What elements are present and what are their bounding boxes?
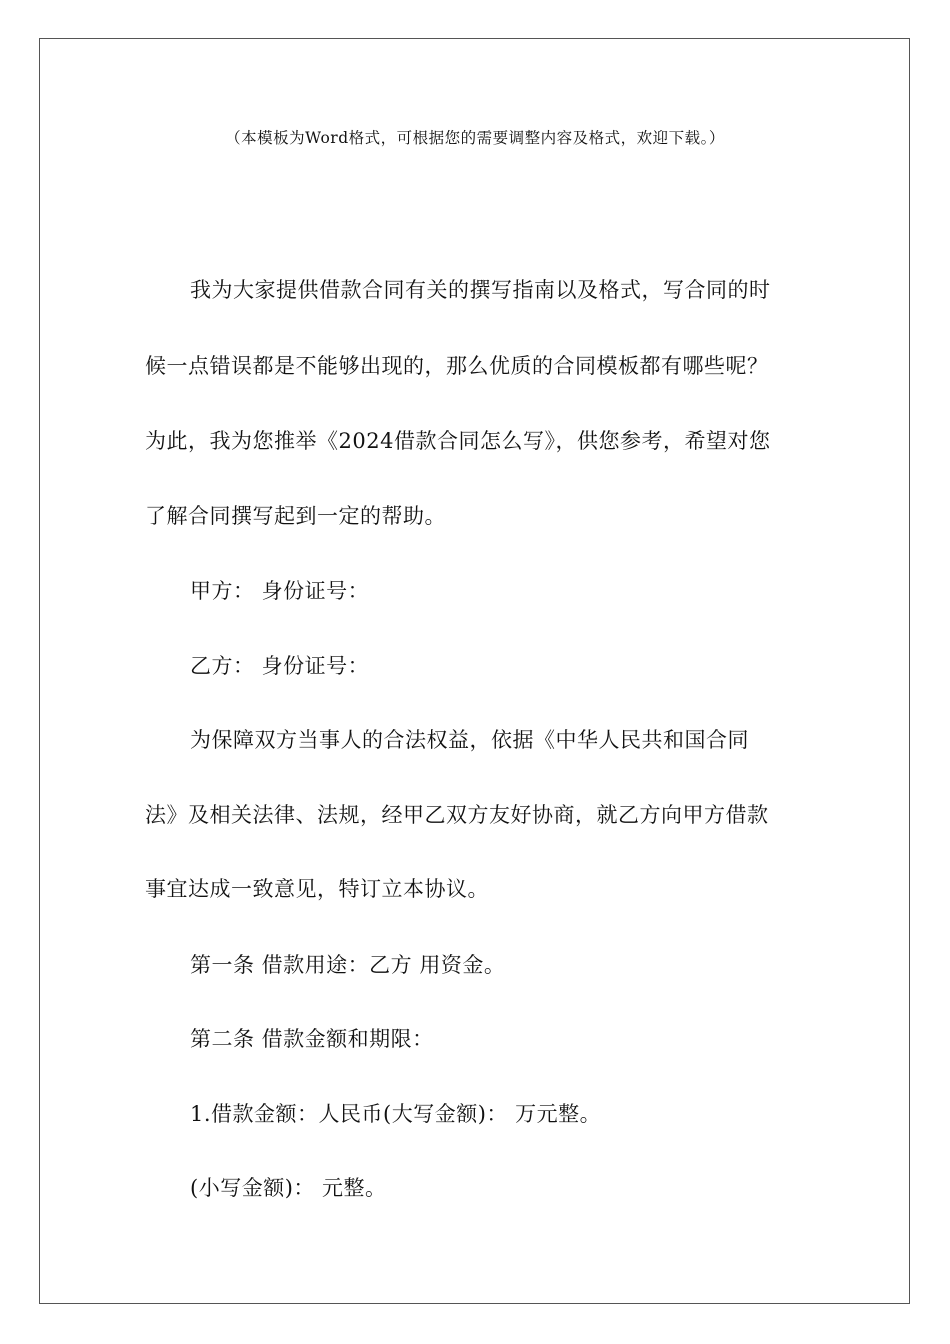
amount-upper-line: 1.借款金额：人民币(大写金额)： 万元整。 — [190, 1102, 602, 1126]
article-1: 第一条 借款用途：乙方 用资金。 — [190, 953, 506, 977]
purpose-line-3: 事宜达成一致意见，特订立本协议。 — [145, 877, 489, 901]
intro-line-2: 候一点错误都是不能够出现的，那么优质的合同模板都有哪些呢？ — [145, 354, 769, 378]
template-note: （本模板为Word格式，可根据您的需要调整内容及格式，欢迎下载。） — [225, 129, 725, 147]
intro-line-3: 为此，我为您推举《2024借款合同怎么写》，供您参考，希望对您 — [145, 429, 771, 453]
party-a-line: 甲方： 身份证号： — [190, 579, 370, 603]
purpose-line-2: 法》及相关法律、法规，经甲乙双方友好协商，就乙方向甲方借款 — [145, 803, 769, 827]
amount-lower-line: (小写金额)： 元整。 — [190, 1176, 387, 1200]
article-2: 第二条 借款金额和期限： — [190, 1027, 434, 1051]
party-b-line: 乙方： 身份证号： — [190, 654, 370, 678]
intro-line-1: 我为大家提供借款合同有关的撰写指南以及格式，写合同的时 — [190, 278, 771, 302]
purpose-line-1: 为保障双方当事人的合法权益，依据《中华人民共和国合同 — [190, 728, 749, 752]
intro-line-4: 了解合同撰写起到一定的帮助。 — [145, 504, 446, 528]
